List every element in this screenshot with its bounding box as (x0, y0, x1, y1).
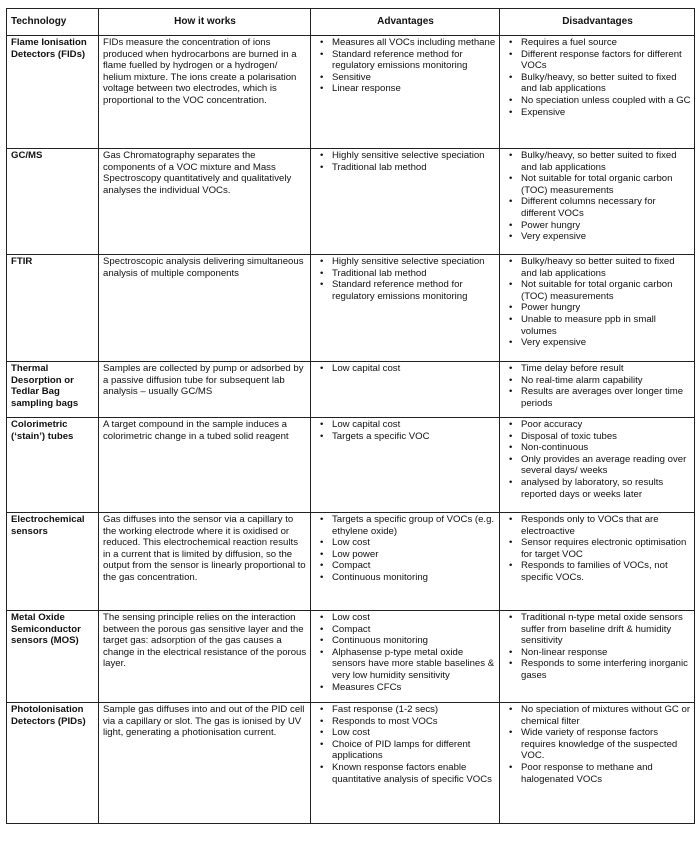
disadvantage-item: • Only provides an average reading over several days/ weeks (504, 454, 691, 477)
disadvantage-item: • No speciation unless coupled with a GC (504, 95, 691, 107)
technology-cell: Flame Ionisation Detectors (FIDs) (7, 36, 99, 149)
advantage-item: • Choice of PID lamps for different applications (315, 739, 496, 762)
disadvantage-item: • No speciation of mixtures without GC or chemical filter (504, 704, 691, 727)
advantages-list (315, 256, 496, 302)
advantage-item: • Measures all VOCs including methane (315, 37, 496, 49)
disadvantages-list (504, 37, 691, 118)
disadvantage-item: • Different columns necessary for different VOCs (504, 196, 691, 219)
how-it-works-cell: Spectroscopic analysis delivering simultaneous analysis of multiple components (99, 255, 311, 362)
disadvantage-item: • Power hungry (504, 302, 691, 314)
table-row (7, 611, 695, 703)
disadvantage-item: • Unable to measure ppb in small volumes (504, 314, 691, 337)
advantage-item: • Compact (315, 560, 496, 572)
header-how-it-works: How it works (99, 9, 311, 36)
advantages-cell (311, 362, 500, 418)
disadvantage-item: • Poor response to methane and halogenated VOCs (504, 762, 691, 785)
table-row (7, 362, 695, 418)
disadvantages-cell (500, 149, 695, 255)
disadvantage-item: • Sensor requires electronic optimisation for target VOC (504, 537, 691, 560)
disadvantage-item: • Very expensive (504, 337, 691, 349)
technology-cell: Electrochemical sensors (7, 513, 99, 611)
advantages-list (315, 363, 496, 375)
disadvantage-item: • Bulky/heavy, so better suited to fixed and lab applications (504, 150, 691, 173)
advantage-item: • Low capital cost (315, 419, 496, 431)
how-it-works-cell: Gas Chromatography separates the components of a VOC mixture and Mass Spectroscopy quantitatively and qualitatively analyses the individual VOCs. (99, 149, 311, 255)
disadvantage-item: • Time delay before result (504, 363, 691, 375)
disadvantage-item: • Responds to some interfering inorganic gases (504, 658, 691, 681)
advantage-item: • Fast response (1-2 secs) (315, 704, 496, 716)
advantages-list (315, 704, 496, 785)
disadvantages-list (504, 419, 691, 500)
advantages-cell (311, 255, 500, 362)
advantage-item: • Compact (315, 624, 496, 636)
advantage-item: • Low cost (315, 537, 496, 549)
technology-cell: FTIR (7, 255, 99, 362)
advantage-item: • Low cost (315, 612, 496, 624)
advantage-item: • Responds to most VOCs (315, 716, 496, 728)
disadvantages-cell (500, 362, 695, 418)
advantage-item: • Low capital cost (315, 363, 496, 375)
disadvantages-cell (500, 36, 695, 149)
advantages-list (315, 514, 496, 584)
advantage-item: • Alphasense p-type metal oxide sensors have more stable baselines & very low humidity sensitivity (315, 647, 496, 682)
disadvantage-item: • analysed by laboratory, so results reported days or weeks later (504, 477, 691, 500)
header-advantages: Advantages (311, 9, 500, 36)
how-it-works-cell: Samples are collected by pump or adsorbed by a passive diffusion tube for subsequent lab analysis – usually GC/MS (99, 362, 311, 418)
disadvantage-item: • Responds to families of VOCs, not specific VOCs. (504, 560, 691, 583)
advantage-item: • Targets a specific VOC (315, 431, 496, 443)
table-row (7, 418, 695, 513)
how-it-works-cell: Gas diffuses into the sensor via a capillary to the working electrode where it is oxidised or reduced. This electrochemical reaction results in a current that is limited by diffusion, so the output from the sensor is linearly proportional to the gas concentration. (99, 513, 311, 611)
voc-technology-table (6, 8, 695, 824)
disadvantage-item: • Bulky/heavy so better suited to fixed and lab applications (504, 256, 691, 279)
advantage-item: • Known response factors enable quantitative analysis of specific VOCs (315, 762, 496, 785)
advantages-cell (311, 149, 500, 255)
advantage-item: • Continuous monitoring (315, 572, 496, 584)
advantage-item: • Linear response (315, 83, 496, 95)
advantages-cell (311, 418, 500, 513)
advantages-cell (311, 611, 500, 703)
advantage-item: • Traditional lab method (315, 162, 496, 174)
disadvantage-item: • Different response factors for different VOCs (504, 49, 691, 72)
advantages-list (315, 150, 496, 173)
disadvantage-item: • Traditional n-type metal oxide sensors suffer from baseline drift & humidity sensitivity (504, 612, 691, 647)
advantages-cell (311, 513, 500, 611)
header-technology: Technology (7, 9, 99, 36)
advantage-item: • Low cost (315, 727, 496, 739)
disadvantage-item: • No real-time alarm capability (504, 375, 691, 387)
disadvantage-item: • Expensive (504, 107, 691, 119)
advantages-list (315, 37, 496, 95)
table-row (7, 149, 695, 255)
advantage-item: • Traditional lab method (315, 268, 496, 280)
disadvantage-item: • Results are averages over longer time periods (504, 386, 691, 409)
advantages-cell (311, 703, 500, 824)
disadvantages-cell (500, 611, 695, 703)
advantage-item: • Highly sensitive selective speciation (315, 150, 496, 162)
advantages-list (315, 612, 496, 693)
technology-cell: GC/MS (7, 149, 99, 255)
disadvantage-item: • Not suitable for total organic carbon (TOC) measurements (504, 279, 691, 302)
technology-cell: Metal Oxide Semiconductor sensors (MOS) (7, 611, 99, 703)
disadvantages-list (504, 704, 691, 785)
table-row (7, 36, 695, 149)
table-body (7, 36, 695, 824)
disadvantages-list (504, 514, 691, 584)
table-row (7, 255, 695, 362)
disadvantage-item: • Requires a fuel source (504, 37, 691, 49)
technology-cell: Colorimetric (‘stain’) tubes (7, 418, 99, 513)
how-it-works-cell: A target compound in the sample induces a colorimetric change in a tubed solid reagent (99, 418, 311, 513)
technology-cell: Thermal Desorption or Tedlar Bag sampling bags (7, 362, 99, 418)
advantage-item: • Low power (315, 549, 496, 561)
advantages-cell (311, 36, 500, 149)
disadvantages-list (504, 150, 691, 243)
disadvantage-item: • Power hungry (504, 220, 691, 232)
disadvantage-item: • Bulky/heavy, so better suited to fixed and lab applications (504, 72, 691, 95)
advantage-item: • Standard reference method for regulatory emissions monitoring (315, 279, 496, 302)
disadvantage-item: • Responds only to VOCs that are electroactive (504, 514, 691, 537)
advantage-item: • Measures CFCs (315, 682, 496, 694)
disadvantages-list (504, 256, 691, 349)
disadvantages-list (504, 363, 691, 409)
disadvantage-item: • Disposal of toxic tubes (504, 431, 691, 443)
advantage-item: • Sensitive (315, 72, 496, 84)
header-disadvantages: Disadvantages (500, 9, 695, 36)
table-row (7, 513, 695, 611)
disadvantage-item: • Non-linear response (504, 647, 691, 659)
header-row (7, 9, 695, 36)
advantages-list (315, 419, 496, 442)
how-it-works-cell: Sample gas diffuses into and out of the PID cell via a capillary or slot. The gas is ionised by UV light, generating a photionisation current. (99, 703, 311, 824)
advantage-item: • Targets a specific group of VOCs (e.g. ethylene oxide) (315, 514, 496, 537)
table-row (7, 703, 695, 824)
disadvantages-list (504, 612, 691, 682)
technology-cell: Photolonisation Detectors (PIDs) (7, 703, 99, 824)
disadvantage-item: • Not suitable for total organic carbon (TOC) measurements (504, 173, 691, 196)
advantage-item: • Continuous monitoring (315, 635, 496, 647)
disadvantages-cell (500, 513, 695, 611)
how-it-works-cell: FIDs measure the concentration of ions produced when hydrocarbons are burned in a flame fuelled by hydrogen or a hydrogen/ helium mixture. The ions create a polarisation voltage between two electrodes, which is proportional to the VOC concentration. (99, 36, 311, 149)
disadvantages-cell (500, 418, 695, 513)
advantage-item: • Standard reference method for regulatory emissions monitoring (315, 49, 496, 72)
disadvantage-item: • Wide variety of response factors requires knowledge of the suspected VOC. (504, 727, 691, 762)
disadvantage-item: • Poor accuracy (504, 419, 691, 431)
how-it-works-cell: The sensing principle relies on the interaction between the porous gas sensitive layer and the target gas: adsorption of the gas causes a change in the electrical resistance of the porous layer. (99, 611, 311, 703)
advantage-item: • Highly sensitive selective speciation (315, 256, 496, 268)
disadvantages-cell (500, 703, 695, 824)
disadvantages-cell (500, 255, 695, 362)
disadvantage-item: • Non-continuous (504, 442, 691, 454)
disadvantage-item: • Very expensive (504, 231, 691, 243)
